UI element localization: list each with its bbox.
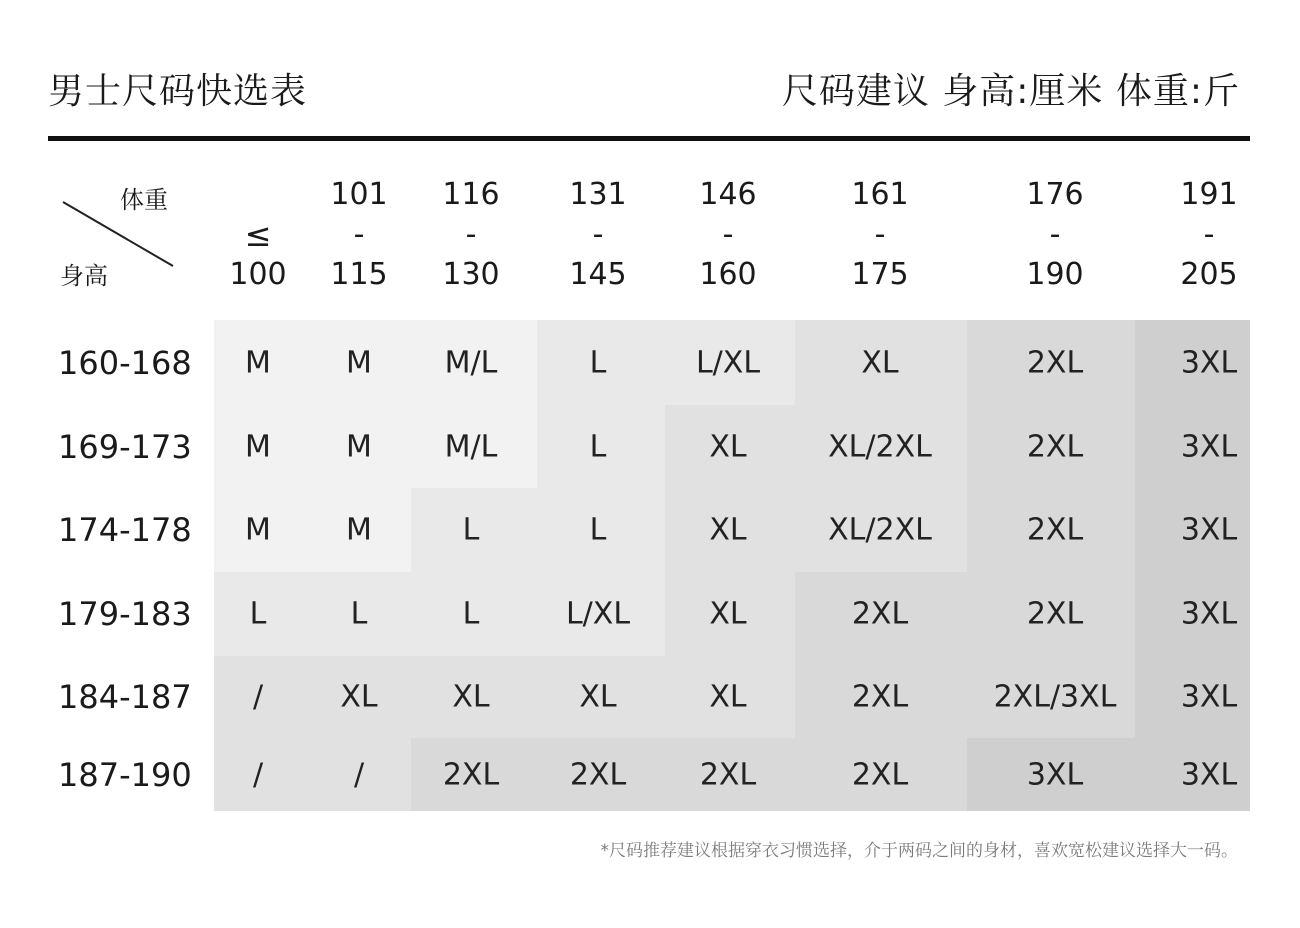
size-value: 3XL — [1026, 757, 1084, 792]
weight-range-separator: ≤ — [244, 216, 272, 254]
weight-range-separator: - — [722, 217, 734, 252]
size-value: 3XL — [1180, 596, 1238, 632]
header-divider — [48, 136, 1250, 141]
column-header — [330, 175, 387, 295]
size-value: XL — [709, 512, 747, 548]
size-value: L — [589, 345, 607, 380]
column-header — [1180, 175, 1237, 295]
weight-range-end: 130 — [442, 257, 500, 292]
weight-range-separator: - — [353, 217, 365, 252]
size-value: M/L — [444, 429, 498, 464]
weight-range-separator: - — [1203, 217, 1215, 252]
weight-range-start: 116 — [442, 177, 500, 212]
size-value: 3XL — [1180, 757, 1238, 792]
size-value: L — [589, 512, 607, 548]
size-value: 3XL — [1180, 679, 1238, 715]
size-value: L — [589, 429, 607, 464]
size-value: 2XL — [442, 757, 500, 792]
size-value: L/XL — [565, 596, 631, 632]
size-value: M/L — [444, 345, 498, 380]
size-value: 2XL — [1026, 429, 1084, 464]
weight-range-separator: - — [465, 217, 477, 252]
weight-range-end: 205 — [1180, 257, 1238, 292]
size-value: XL — [579, 679, 617, 715]
size-value: L — [249, 596, 267, 632]
size-value: XL — [709, 429, 747, 464]
weight-range-start: 146 — [699, 177, 757, 212]
size-value: M — [346, 429, 372, 464]
height-axis-label: 身高 — [60, 262, 108, 290]
column-header — [1026, 175, 1083, 295]
size-value: 3XL — [1180, 512, 1238, 548]
weight-range-end: 175 — [851, 257, 909, 292]
weight-range-end: 115 — [330, 257, 388, 292]
size-value: XL/2XL — [828, 429, 932, 464]
size-value: 3XL — [1180, 345, 1238, 380]
weight-range-start — [229, 175, 286, 215]
weight-range-separator: - — [592, 217, 604, 252]
size-value: L/XL — [695, 345, 761, 380]
size-value: / — [252, 679, 264, 715]
size-value: XL/2XL — [828, 512, 932, 548]
footnote: *尺码推荐建议根据穿衣习惯选择，介于两码之间的身材，喜欢宽松建议选择大一码。 — [600, 841, 1238, 861]
weight-range-end: 100 — [229, 257, 287, 292]
weight-range-separator: - — [874, 217, 886, 252]
height-range-label: 187-190 — [58, 755, 192, 794]
height-range-label: 184-187 — [58, 678, 192, 716]
column-header — [442, 175, 499, 295]
size-value: 3XL — [1180, 429, 1238, 464]
size-value: 2XL/3XL — [993, 679, 1117, 715]
size-value: XL — [709, 596, 747, 632]
column-header — [569, 175, 626, 295]
size-value: / — [353, 757, 365, 792]
height-range-label: 160-168 — [58, 343, 192, 382]
height-range-label: 179-183 — [58, 595, 192, 633]
weight-range-end: 145 — [569, 257, 627, 292]
size-value: XL — [452, 679, 490, 715]
weight-range-separator: - — [1049, 217, 1061, 252]
weight-range-start: 131 — [569, 177, 627, 212]
size-value: 2XL — [851, 757, 909, 792]
size-value: 2XL — [851, 596, 909, 632]
size-value: L — [462, 596, 480, 632]
size-value: 2XL — [1026, 512, 1084, 548]
height-range-label: 174-178 — [58, 511, 192, 549]
height-range-label: 169-173 — [58, 427, 192, 466]
size-value: M — [245, 345, 271, 380]
size-value: M — [245, 429, 271, 464]
unit-note: 尺码建议 身高:厘米 体重:斤 — [781, 71, 1240, 112]
weight-range-end: 190 — [1026, 257, 1084, 292]
weight-range-start: 101 — [330, 177, 388, 212]
size-value: XL — [340, 679, 378, 715]
size-value: 2XL — [699, 757, 757, 792]
size-value: L — [350, 596, 368, 632]
size-value: M — [346, 512, 372, 548]
size-value: / — [252, 757, 264, 792]
size-value: 2XL — [1026, 345, 1084, 380]
weight-range-start: 191 — [1180, 177, 1238, 212]
size-value: 2XL — [851, 679, 909, 715]
column-header — [229, 175, 286, 295]
weight-range-start: 161 — [851, 177, 909, 212]
page-title: 男士尺码快选表 — [48, 71, 308, 112]
size-value: 2XL — [1026, 596, 1084, 632]
size-value: 2XL — [569, 757, 627, 792]
weight-axis-label: 体重 — [120, 186, 168, 214]
size-value: M — [346, 345, 372, 380]
size-value: L — [462, 512, 480, 548]
weight-range-start: 176 — [1026, 177, 1084, 212]
size-value: XL — [861, 345, 899, 380]
column-header — [851, 175, 908, 295]
weight-range-end: 160 — [699, 257, 757, 292]
column-header — [699, 175, 756, 295]
corner-header — [55, 170, 185, 290]
size-value: M — [245, 512, 271, 548]
size-value: XL — [709, 679, 747, 715]
